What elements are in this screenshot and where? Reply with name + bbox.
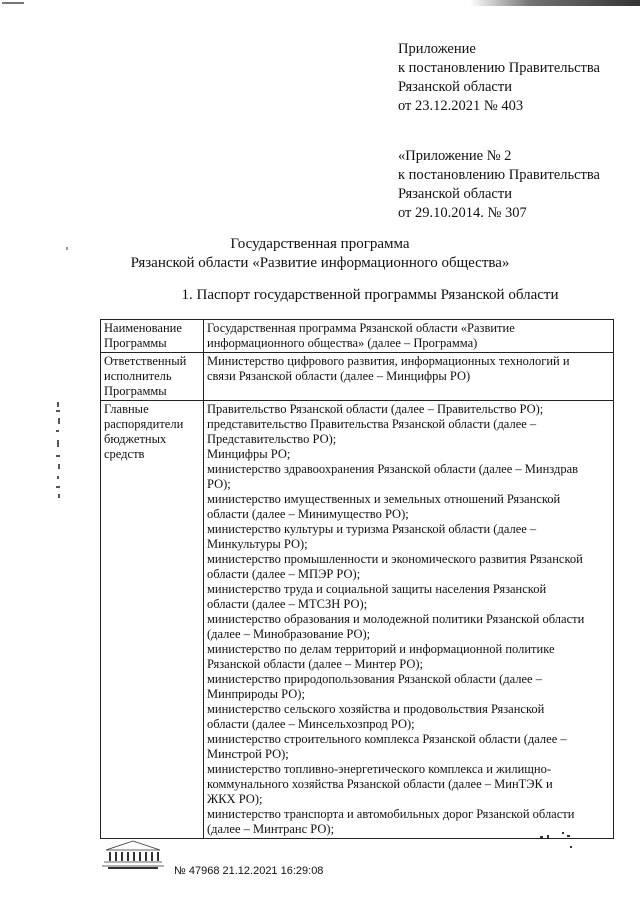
speck-marks	[538, 830, 578, 850]
label-line: Наименование	[104, 321, 182, 335]
appendix-line: Рязанской области	[398, 186, 512, 202]
value-line: министерство культуры и туризма Рязанской области (далее –	[207, 522, 537, 536]
appendix-line: «Приложение № 2	[398, 148, 512, 164]
value-line: (далее – Минобразование РО);	[207, 627, 371, 641]
value-line: Минприроды РО);	[207, 687, 305, 701]
value-line: представительство Правительства Рязанской области (далее –	[207, 417, 537, 431]
value-line: информационного общества» (далее – Программа)	[207, 336, 478, 350]
passport-table	[100, 319, 614, 839]
value-line: области (далее – Минимущество РО);	[207, 507, 409, 521]
value-line: министерство образования и молодежной политики Рязанской области	[207, 612, 585, 626]
value-line: министерство промышленности и экономического развития Рязанской	[207, 552, 583, 566]
value-line: министерство строительного комплекса Рязанской области (далее –	[207, 732, 567, 746]
label-line: Ответственный	[104, 354, 187, 368]
side-stamp-marks	[52, 400, 66, 520]
value-line: Минстрой РО);	[207, 747, 289, 761]
side-margin-stamp	[52, 400, 66, 520]
row-value	[204, 401, 614, 839]
appendix-line: от 29.10.2014. № 307	[398, 205, 527, 221]
row-label	[101, 401, 204, 839]
registration-number: № 47968 21.12.2021 16:29:08	[174, 865, 324, 877]
registry-stamp-logo	[100, 838, 166, 870]
label-line: Программы	[104, 336, 167, 350]
value-line: Минцифры РО;	[207, 447, 291, 461]
row-value	[204, 320, 614, 353]
program-title-line1: Государственная программа	[230, 236, 410, 252]
value-line: (далее – Минтранс РО);	[207, 822, 335, 836]
appendix-line: Рязанской области	[398, 79, 512, 95]
program-title-line2: Рязанской области «Развитие информационного общества»	[130, 255, 510, 271]
appendix-line: Приложение	[398, 41, 476, 57]
value-line: министерство имущественных и земельных отношений Рязанской	[207, 492, 561, 506]
value-line: министерство природопользования Рязанской области (далее –	[207, 672, 542, 686]
value-line: Представительство РО);	[207, 432, 337, 446]
value-line: Правительство Рязанской области (далее – Правительство РО);	[207, 402, 544, 416]
scan-specks	[538, 830, 578, 850]
value-line: министерство сельского хозяйства и продовольствия Рязанской	[207, 702, 545, 716]
value-line: министерство транспорта и автомобильных дорог Рязанской области	[207, 807, 575, 821]
value-line: области (далее – МТСЗН РО);	[207, 597, 368, 611]
value-line: области (далее – МПЭР РО);	[207, 567, 361, 581]
building-emblem	[100, 838, 166, 870]
value-line: Рязанской области (далее – Минтер РО);	[207, 657, 424, 671]
label-line: Главные	[104, 402, 149, 416]
appendix-line: к постановлению Правительства	[398, 167, 600, 183]
value-line: ЖКХ РО);	[207, 792, 263, 806]
scan-edge-artifact	[470, 0, 640, 6]
appendix-header	[398, 40, 600, 116]
table-row	[101, 353, 614, 401]
table-row	[101, 401, 614, 839]
value-line: РО);	[207, 477, 231, 491]
appendix-line: от 23.12.2021 № 403	[398, 98, 524, 114]
label-line: бюджетных	[104, 432, 167, 446]
value-line: министерство топливно-энергетического комплекса и жилищно-	[207, 762, 552, 776]
appendix-line: к постановлению Правительства	[398, 60, 600, 76]
value-line: Государственная программа Рязанской области «Развитие	[207, 321, 515, 335]
label-line: исполнитель	[104, 369, 172, 383]
row-label	[101, 353, 204, 401]
table-row	[101, 320, 614, 353]
value-line: Министерство цифрового развития, информационных технологий и	[207, 354, 570, 368]
label-line: Программы	[104, 384, 167, 398]
value-line: коммунального хозяйства Рязанской области (далее – МинТЭК и	[207, 777, 553, 791]
value-line: министерство труда и социальной защиты населения Рязанской	[207, 582, 547, 596]
value-line: связи Рязанской области (далее – Минцифры РО)	[207, 369, 471, 383]
value-line: министерство здравоохранения Рязанской области (далее – Минздрав	[207, 462, 579, 476]
row-value	[204, 353, 614, 401]
original-appendix-header	[398, 147, 600, 223]
section-heading: 1. Паспорт государственной программы Рязанской области	[181, 287, 559, 303]
scan-corner-mark	[2, 2, 24, 4]
value-line: области (далее – Минсельхозпрод РО);	[207, 717, 415, 731]
value-line: Минкультуры РО);	[207, 537, 308, 551]
row-label	[101, 320, 204, 353]
value-line: министерство по делам территорий и информационной политике	[207, 642, 555, 656]
label-line: распорядители	[104, 417, 184, 431]
label-line: средств	[104, 447, 145, 461]
